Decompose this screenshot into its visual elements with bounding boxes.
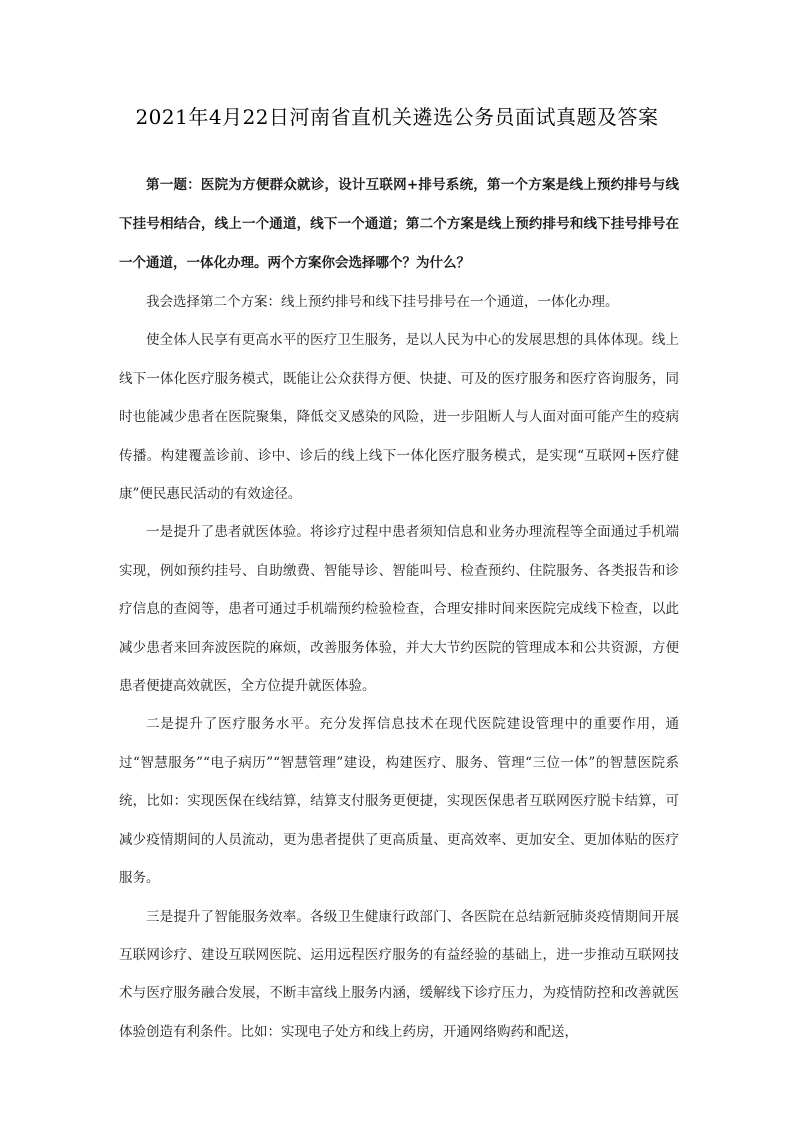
answer-intro-paragraph: 使全体人民享有更高水平的医疗卫生服务，是以人民为中心的发展思想的具体体现。线上线下一体化医疗服务模式，既能让公众获得方便、快捷、可及的医疗服务和医疗咨询服务，同时也能减少患者在医院聚集，降低交叉感染的风险，进一步阻断人与人面对面可能产生的疫病传播。构建覆盖诊前、诊中、诊后的线上线下一体化医疗服务模式，是实现“互联网+医疗健康”便民惠民活动的有效途径。 <box>119 332 679 503</box>
answer-point-1-paragraph: 一是提升了患者就医体验。将诊疗过程中患者须知信息和业务办理流程等全面通过手机端实现，例如预约挂号、自助缴费、智能导诊、智能叫号、检查预约、住院服务、各类报告和诊疗信息的查阅等，患者可通过手机端预约检验检查，合理安排时间来医院完成线下检查，以此减少患者来回奔波医院的麻烦，改善服务体验，并大大节约医院的管理成本和公共资源，方便患者便捷高效就医，全方位提升就医体验。 <box>119 524 679 695</box>
answer-point-2-paragraph: 二是提升了医疗服务水平。充分发挥信息技术在现代医院建设管理中的重要作用，通过“智慧服务”“电子病历”“智慧管理”建设，构建医疗、服务、管理“三位一体”的智慧医院系统，比如：实现医保在线结算，结算支付服务更便捷，实现医保患者互联网医疗脱卡结算，可减少疫情期间的人员流动，更为患者提供了更高质量、更高效率、更加安全、更加体贴的医疗服务。 <box>119 716 679 887</box>
answer-point-3-paragraph: 三是提升了智能服务效率。各级卫生健康行政部门、各医院在总结新冠肺炎疫情期间开展互联网诊疗、建设互联网医院、运用远程医疗服务的有益经验的基础上，进一步推动互联网技术与医疗服务融合发展，不断丰富线上服务内涵，缓解线下诊疗压力，为疫情防控和改善就医体验创造有利条件。比如：实现电子处方和线上药房，开通网络购药和配送， <box>119 908 679 1040</box>
answer-choice-paragraph: 我会选择第二个方案：线上预约排号和线下挂号排号在一个通道，一体化办理。 <box>146 294 619 310</box>
document-title: 2021年4月22日河南省直机关遴选公务员面试真题及答案 <box>135 105 659 129</box>
document-body <box>119 166 679 1051</box>
question-paragraph: 第一题：医院为方便群众就诊，设计互联网+排号系统，第一个方案是线上预约排号与线下挂号相结合，线上一个通道，线下一个通道；第二个方案是线上预约排号和线下挂号排号在一个通道，一体化办理。两个方案你会选择哪个？为什么？ <box>119 177 679 271</box>
